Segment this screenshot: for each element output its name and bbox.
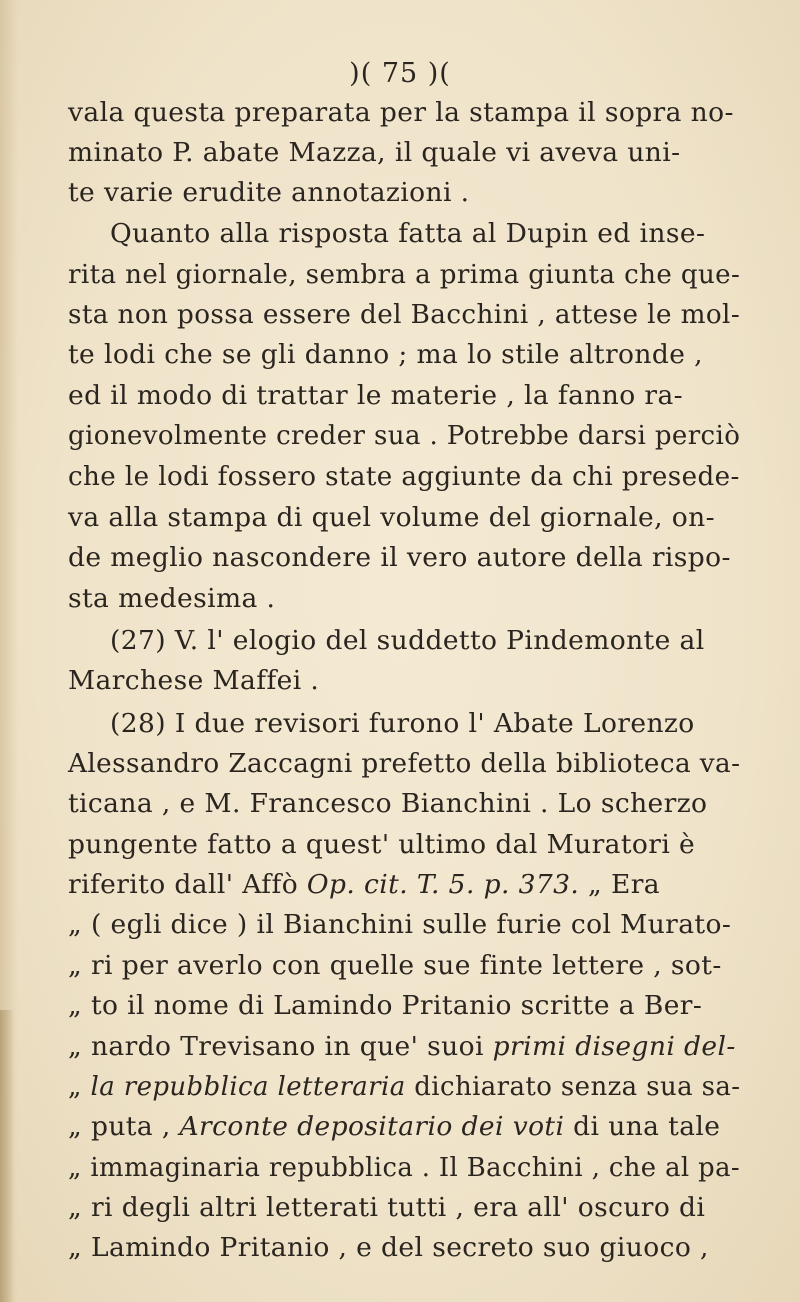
page-number-header: )( 75 )( [349,58,451,89]
footnote-line: (27) V. l' elogio del suddetto Pindemonte al [110,625,705,656]
text-line: sta non possa essere del Bacchini , attese le mol- [68,299,741,330]
quote-line: „ immaginaria repubblica . Il Bacchini , che al pa- [68,1152,741,1183]
quote-line: „ to il nome di Lamindo Pritanio scritte a Ber- [68,990,703,1021]
text-line: Quanto alla risposta fatta al Dupin ed inse- [110,218,706,249]
footnote-line: ticana , e M. Francesco Bianchini . Lo scherzo [68,788,708,819]
footnote-line: Marchese Maffei . [68,665,320,696]
text-line: che le lodi fossero state aggiunte da chi presede- [68,461,740,492]
quote-line: „ Lamindo Pritanio , e del secreto suo giuoco , [68,1232,709,1263]
text-line: de meglio nascondere il vero autore della rispo- [68,542,731,573]
text-line: va alla stampa di quel volume del giornale, on- [68,502,715,533]
quote-line: „ la repubblica letteraria dichiarato senza sua sa- [68,1071,741,1102]
page-edge-shadow [0,1010,14,1302]
footnote-line: (28) I due revisori furono l' Abate Lorenzo [110,708,695,739]
text-line: ed il modo di trattar le materie , la fanno ra- [68,380,684,411]
footnote-line: Alessandro Zaccagni prefetto della biblioteca va- [68,748,741,779]
text-line: vala questa preparata per la stampa il sopra no- [68,97,734,128]
quote-line: „ ( egli dice ) il Bianchini sulle furie col Murato- [68,909,732,940]
footnote-line: riferito dall' Affò Op. cit. T. 5. p. 373. „ Era [68,869,661,900]
text-line: minato P. abate Mazza, il quale vi aveva uni- [68,137,681,168]
text-line: te lodi che se gli danno ; ma lo stile altronde , [68,339,703,370]
quote-line: „ puta , Arconte depositario dei voti di una tale [68,1111,721,1142]
quote-line: „ nardo Trevisano in que' suoi primi disegni del- [68,1031,736,1062]
footnote-line: pungente fatto a quest' ultimo dal Muratori è [68,829,696,860]
text-line: te varie erudite annotazioni . [68,177,470,208]
quote-line: „ ri per averlo con quelle sue finte lettere , sot- [68,950,722,981]
text-line: gionevolmente creder sua . Potrebbe darsi perciò [68,420,741,451]
text-line: sta medesima . [68,583,276,614]
text-line: rita nel giornale, sembra a prima giunta che que- [68,259,741,290]
quote-line: „ ri degli altri letterati tutti , era all' oscuro di [68,1192,706,1223]
